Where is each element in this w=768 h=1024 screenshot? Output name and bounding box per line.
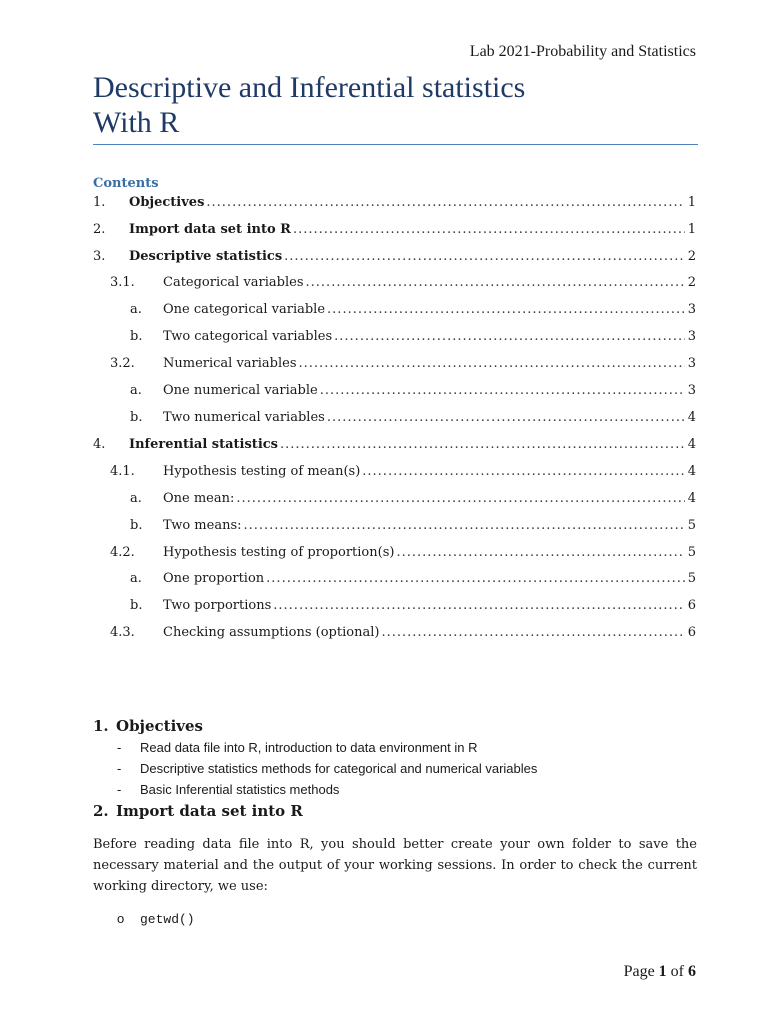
toc-entry-page: 4	[687, 437, 696, 452]
toc-leader	[280, 437, 685, 452]
title-divider	[93, 144, 698, 145]
toc-entry-label: One numerical variable	[163, 383, 318, 398]
toc-entry-label: Checking assumptions (optional)	[163, 625, 380, 640]
page-of-label: of	[670, 963, 684, 980]
section-number: 2.	[93, 802, 109, 820]
toc-entry-number: 3.	[93, 249, 106, 264]
toc-entry-number: b.	[130, 410, 143, 425]
toc-entry[interactable]	[110, 275, 696, 293]
toc-entry-label: One proportion	[163, 571, 265, 586]
toc-entry-number: b.	[130, 518, 143, 533]
toc-leader	[320, 383, 685, 398]
toc-entry-page: 4	[687, 464, 696, 479]
toc-entry-page: 5	[687, 518, 696, 533]
toc-leader	[236, 491, 684, 506]
toc-entry-label: Categorical variables	[163, 275, 304, 290]
toc-entry[interactable]	[110, 356, 696, 374]
toc-entry-label: Two porportions	[163, 598, 272, 613]
toc-entry-label: Numerical variables	[163, 356, 297, 371]
toc-entry-number: 1.	[93, 195, 106, 210]
section-title: Import data set into R	[116, 802, 303, 820]
code-snippet: getwd()	[140, 912, 195, 927]
toc-entry[interactable]	[130, 410, 696, 428]
toc-entry-number: b.	[130, 598, 143, 613]
toc-entry[interactable]	[130, 571, 696, 589]
toc-entry-number: 4.	[93, 437, 106, 452]
toc-leader	[244, 518, 685, 533]
page-label: Page	[623, 963, 655, 980]
toc-leader	[284, 249, 685, 264]
toc-entry-label: Inferential statistics	[129, 437, 278, 452]
toc-entry[interactable]	[110, 625, 696, 643]
toc-entry[interactable]	[130, 302, 696, 320]
toc-leader	[381, 625, 684, 640]
section-heading-import	[93, 802, 303, 820]
toc-entry-label: Two numerical variables	[163, 410, 325, 425]
toc-entry[interactable]	[93, 222, 696, 240]
page-footer	[624, 963, 696, 981]
toc-entry-number: a.	[130, 302, 142, 317]
toc-entry-number: a.	[130, 571, 142, 586]
toc-entry-number: 3.2.	[110, 356, 135, 371]
toc-leader	[327, 302, 685, 317]
toc-leader	[299, 356, 685, 371]
toc-entry-page: 4	[687, 410, 696, 425]
toc-entry[interactable]	[110, 545, 696, 563]
toc-entry[interactable]	[130, 598, 696, 616]
toc-entry-page: 1	[687, 195, 696, 210]
dash-bullet-icon: -	[117, 761, 122, 776]
toc-entry-number: 4.3.	[110, 625, 135, 640]
toc-leader	[327, 410, 685, 425]
circle-bullet-icon: o	[117, 911, 125, 926]
list-item	[117, 782, 339, 797]
toc-entry[interactable]	[130, 329, 696, 347]
section-number: 1.	[93, 717, 109, 735]
toc-entry-number: 2.	[93, 222, 106, 237]
code-list-item	[117, 911, 195, 927]
toc-leader	[266, 571, 685, 586]
toc-entry-number: 3.1.	[110, 275, 135, 290]
toc-entry-number: 4.2.	[110, 545, 135, 560]
list-item	[117, 740, 477, 755]
list-item-text: Basic Inferential statistics methods	[140, 782, 340, 797]
section-title: Objectives	[116, 717, 203, 735]
toc-entry-page: 4	[687, 491, 696, 506]
toc-entry[interactable]	[110, 464, 696, 482]
title-line-2: With R	[93, 106, 180, 139]
document-title	[93, 70, 525, 140]
toc-entry-number: 4.1.	[110, 464, 135, 479]
toc-entry[interactable]	[93, 249, 696, 267]
toc-entry-page: 6	[687, 598, 696, 613]
list-item-text: Descriptive statistics methods for categorical and numerical variables	[140, 761, 538, 776]
toc-entry-label: Descriptive statistics	[129, 249, 283, 264]
list-item	[117, 761, 537, 776]
toc-entry-label: Two means:	[163, 518, 242, 533]
toc-leader	[334, 329, 685, 344]
toc-entry-label: Hypothesis testing of mean(s)	[163, 464, 361, 479]
toc-entry-label: Hypothesis testing of proportion(s)	[163, 545, 395, 560]
toc-entry-page: 3	[687, 329, 696, 344]
toc-entry-number: a.	[130, 383, 142, 398]
toc-entry-page: 2	[687, 249, 696, 264]
body-paragraph: Before reading data file into R, you should better create your own folder to save the necessary material and the output of your working sessions. In order to check the current working directory, we use:	[93, 837, 697, 894]
toc-leader	[306, 275, 685, 290]
toc-entry-page: 6	[687, 625, 696, 640]
toc-entry[interactable]	[130, 383, 696, 401]
list-item-text: Read data file into R, introduction to data environment in R	[140, 740, 478, 755]
toc-entry-label: One mean:	[163, 491, 235, 506]
toc-entry-page: 5	[687, 571, 696, 586]
toc-entry-page: 5	[687, 545, 696, 560]
section-heading-objectives	[93, 717, 203, 735]
toc-entry[interactable]	[130, 491, 696, 509]
toc-entry-page: 3	[687, 356, 696, 371]
toc-leader	[293, 222, 685, 237]
toc-entry-page: 3	[687, 383, 696, 398]
page-header: Lab 2021-Probability and Statistics	[469, 43, 696, 60]
toc-entry[interactable]	[93, 437, 696, 455]
toc-entry-label: Objectives	[129, 195, 205, 210]
toc-leader	[396, 545, 684, 560]
toc-entry-page: 2	[687, 275, 696, 290]
toc-entry-label: Two categorical variables	[163, 329, 333, 344]
dash-bullet-icon: -	[117, 782, 122, 797]
toc-entry-number: a.	[130, 491, 142, 506]
title-line-1: Descriptive and Inferential statistics	[93, 71, 526, 104]
toc-entry-label: One categorical variable	[163, 302, 326, 317]
toc-leader	[206, 195, 684, 210]
toc-heading: Contents	[93, 176, 159, 191]
total-page-number: 6	[688, 963, 696, 980]
current-page-number: 1	[658, 963, 667, 980]
dash-bullet-icon: -	[117, 740, 122, 755]
toc-entry-page: 3	[687, 302, 696, 317]
toc-entry-number: b.	[130, 329, 143, 344]
toc-leader	[362, 464, 684, 479]
toc-entry[interactable]	[93, 195, 696, 213]
toc-entry-page: 1	[687, 222, 696, 237]
toc-entry[interactable]	[130, 518, 696, 536]
toc-leader	[273, 598, 684, 613]
toc-entry-label: Import data set into R	[129, 222, 291, 237]
